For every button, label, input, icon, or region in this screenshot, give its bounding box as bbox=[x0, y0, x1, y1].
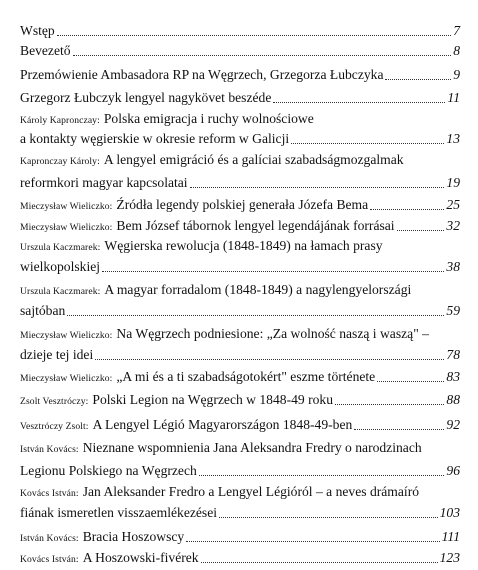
toc-author: Urszula Kaczmarek: bbox=[20, 242, 101, 253]
toc-line bbox=[20, 503, 460, 523]
toc-author: Mieczysław Wieliczko: bbox=[20, 330, 113, 341]
toc-leader-dots bbox=[102, 271, 444, 272]
toc-line bbox=[20, 150, 460, 170]
toc-title: A Hoszowski-fivérek bbox=[82, 550, 199, 565]
toc-page-number: 8 bbox=[453, 43, 460, 58]
toc-line bbox=[20, 173, 460, 193]
toc-author: Kapronczay Károly: bbox=[20, 156, 100, 167]
toc-title: Bem József tábornok lengyel legendájának forrásai bbox=[116, 218, 395, 233]
toc-page-number: 88 bbox=[446, 392, 460, 407]
toc-leader-dots bbox=[335, 404, 444, 405]
toc-line bbox=[20, 527, 460, 547]
toc-line bbox=[20, 216, 460, 236]
toc-title: Polska emigracja i ruchy wolnościowe bbox=[103, 111, 314, 126]
toc-line bbox=[20, 129, 460, 149]
toc-page-number: 103 bbox=[439, 505, 460, 520]
toc-page-number: 7 bbox=[453, 23, 460, 38]
toc-leader-dots bbox=[291, 143, 444, 144]
toc-line bbox=[20, 21, 460, 41]
toc-line bbox=[20, 548, 460, 568]
toc-line bbox=[20, 482, 460, 502]
toc-page-number: 32 bbox=[446, 218, 460, 233]
toc-author: Urszula Kaczmarek: bbox=[20, 286, 101, 297]
toc-leader-dots bbox=[273, 102, 445, 103]
toc-author: István Kovács: bbox=[20, 444, 79, 455]
toc-title: Przemówienie Ambasadora RP na Węgrzech, Grzegorza Łubczyka bbox=[20, 67, 384, 82]
toc-page-number: 92 bbox=[446, 417, 460, 432]
toc-page-number: 96 bbox=[446, 463, 460, 478]
toc-line bbox=[20, 461, 460, 481]
toc-page-number: 111 bbox=[441, 529, 460, 544]
toc-line bbox=[20, 345, 460, 365]
toc-page-number: 19 bbox=[446, 175, 460, 190]
toc-title: Na Węgrzech podniesione: „Za wolność naszą i waszą" – bbox=[116, 326, 429, 341]
toc-line bbox=[20, 257, 460, 277]
toc-leader-dots bbox=[370, 209, 444, 210]
toc-line bbox=[20, 88, 460, 108]
toc-line bbox=[20, 236, 460, 256]
toc-page-number: 123 bbox=[439, 550, 460, 565]
toc-author: Mieczysław Wieliczko: bbox=[20, 222, 113, 233]
toc-title: Bevezető bbox=[20, 43, 71, 58]
toc-page-number: 13 bbox=[446, 131, 460, 146]
toc-title: A Lengyel Légió Magyarországon 1848-49-ben bbox=[92, 417, 353, 432]
toc-leader-dots bbox=[57, 35, 451, 36]
toc-leader-dots bbox=[186, 541, 439, 542]
toc-line bbox=[20, 367, 460, 387]
toc-title: a kontakty węgierskie w okresie reform w Galicji bbox=[20, 131, 290, 146]
toc-line bbox=[20, 109, 460, 129]
toc-line bbox=[20, 438, 460, 458]
toc-line bbox=[20, 301, 460, 321]
toc-author: Károly Kapronczay: bbox=[20, 115, 100, 126]
toc-leader-dots bbox=[190, 187, 445, 188]
toc-title: „A mi és a ti szabadságotokért" eszme története bbox=[116, 369, 376, 384]
toc-line bbox=[20, 195, 460, 215]
toc-page-number: 38 bbox=[446, 259, 460, 274]
toc-title: Wstęp bbox=[20, 23, 55, 38]
toc-page-number: 9 bbox=[453, 67, 460, 82]
toc-page-number: 11 bbox=[447, 90, 460, 105]
toc-leader-dots bbox=[201, 562, 438, 563]
toc-title: Źródła legendy polskiej generała Józefa Bema bbox=[116, 197, 369, 212]
toc-leader-dots bbox=[95, 359, 444, 360]
toc-title: reformkori magyar kapcsolatai bbox=[20, 175, 188, 190]
toc-leader-dots bbox=[377, 381, 444, 382]
toc-leader-dots bbox=[199, 475, 445, 476]
toc-leader-dots bbox=[385, 79, 451, 80]
toc-title: Jan Aleksander Fredro a Lengyel Légióról – a neves drámaíró bbox=[82, 484, 420, 499]
toc-title: Polski Legion na Węgrzech w 1848-49 roku bbox=[92, 392, 334, 407]
toc-title: sajtóban bbox=[20, 303, 66, 318]
toc-title: A lengyel emigráció és a galíciai szabadságmozgalmak bbox=[103, 152, 404, 167]
toc-author: István Kovács: bbox=[20, 533, 79, 544]
toc-leader-dots bbox=[219, 517, 438, 518]
toc-title: A magyar forradalom (1848-1849) a nagylengyelországi bbox=[104, 282, 412, 297]
toc-line bbox=[20, 41, 460, 61]
toc-author: Vesztróczy Zsolt: bbox=[20, 421, 89, 432]
toc-author: Kovács István: bbox=[20, 554, 79, 565]
toc-title: Legionu Polskiego na Węgrzech bbox=[20, 463, 197, 478]
toc-title: Bracia Hoszowscy bbox=[82, 529, 185, 544]
toc-title: wielkopolskiej bbox=[20, 259, 101, 274]
toc-page-number: 78 bbox=[446, 347, 460, 362]
toc-line bbox=[20, 280, 460, 300]
toc-title: Nieznane wspomnienia Jana Aleksandra Fredry o narodzinach bbox=[82, 440, 422, 455]
toc-title: fiának ismeretlen visszaemlékezései bbox=[20, 505, 218, 520]
toc-line bbox=[20, 324, 460, 344]
toc-leader-dots bbox=[67, 315, 444, 316]
toc-leader-dots bbox=[397, 230, 445, 231]
toc-author: Mieczysław Wieliczko: bbox=[20, 373, 113, 384]
toc-line bbox=[20, 415, 460, 435]
toc-title: Węgierska rewolucja (1848-1849) na łamach prasy bbox=[104, 238, 383, 253]
toc-page-number: 83 bbox=[446, 369, 460, 384]
toc-author: Kovács István: bbox=[20, 488, 79, 499]
toc-line bbox=[20, 65, 460, 85]
toc-author: Zsolt Vesztróczy: bbox=[20, 396, 89, 407]
toc-leader-dots bbox=[354, 429, 444, 430]
toc-page-number: 25 bbox=[446, 197, 460, 212]
toc-leader-dots bbox=[73, 55, 452, 56]
toc-page-number: 59 bbox=[446, 303, 460, 318]
toc-line bbox=[20, 390, 460, 410]
toc-author: Mieczysław Wieliczko: bbox=[20, 201, 113, 212]
toc-title: dzieje tej idei bbox=[20, 347, 94, 362]
toc-title: Grzegorz Łubczyk lengyel nagykövet beszéde bbox=[20, 90, 272, 105]
